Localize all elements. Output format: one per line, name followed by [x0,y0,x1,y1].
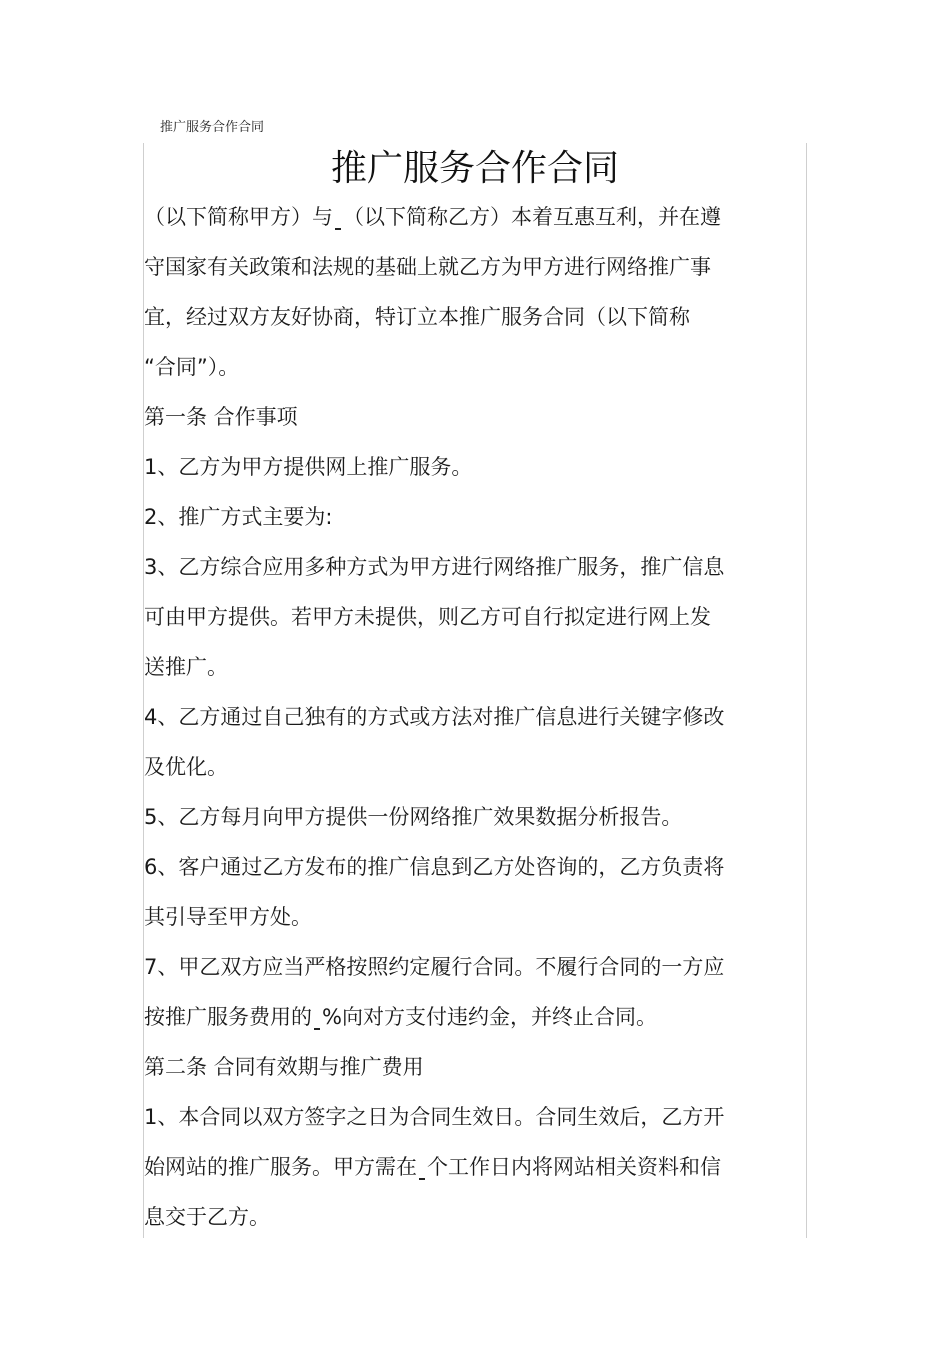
body-line: 可由甲方提供。若甲方未提供，则乙方可自行拟定进行网上发 [144,605,711,629]
clause-item: 6、客户通过乙方发布的推广信息到乙方处咨询的，乙方负责将 [144,855,725,879]
clause-item: 1、本合同以双方签字之日为合同生效日。合同生效后，乙方开 [144,1105,725,1129]
deadline-text-post: 个工作日内将网站相关资料和信 [427,1155,721,1179]
party-a-label: （以下简称甲方）与 [144,205,333,229]
body-line: 息交于乙方。 [144,1205,270,1229]
clause-item: 7、甲乙双方应当严格按照约定履行合同。不履行合同的一方应 [144,955,725,979]
body-line [144,192,784,242]
right-margin-rule [806,143,807,1238]
penalty-text-pre: 按推广服务费用的 [144,1005,312,1029]
fill-in-blank [419,1178,425,1180]
clause-item: 4、乙方通过自己独有的方式或方法对推广信息进行关键字修改 [144,705,725,729]
deadline-text-pre: 始网站的推广服务。甲方需在 [144,1155,417,1179]
body-line: 宜，经过双方友好协商，特订立本推广服务合同（以下简称 [144,305,690,329]
fill-in-blank [335,228,341,230]
party-b-label: （以下简称乙方）本着互惠互利，并在遵 [343,205,721,229]
document-title: 推广服务合作合同 [330,148,619,189]
penalty-text-post: %向对方支付违约金，并终止合同。 [322,1005,657,1029]
article-heading: 第二条 合同有效期与推广费用 [144,1055,424,1079]
clause-item: 1、乙方为甲方提供网上推广服务。 [144,455,473,479]
article-heading: 第一条 合作事项 [144,405,298,429]
body-line: 守国家有关政策和法规的基础上就乙方为甲方进行网络推广事 [144,255,711,279]
clause-item: 2、推广方式主要为: [144,505,333,529]
fill-in-blank [314,1028,320,1030]
body-line [144,992,784,1042]
body-line: 其引导至甲方处。 [144,905,312,929]
running-header: 推广服务合作合同 [160,120,265,135]
clause-item: 5、乙方每月向甲方提供一份网络推广效果数据分析报告。 [144,805,683,829]
clause-item: 3、乙方综合应用多种方式为甲方进行网络推广服务，推广信息 [144,555,725,579]
document-body [144,192,784,1242]
body-line: 及优化。 [144,755,228,779]
body-line: 送推广。 [144,655,228,679]
body-line [144,1142,784,1192]
body-line: “合同”）。 [144,355,240,379]
